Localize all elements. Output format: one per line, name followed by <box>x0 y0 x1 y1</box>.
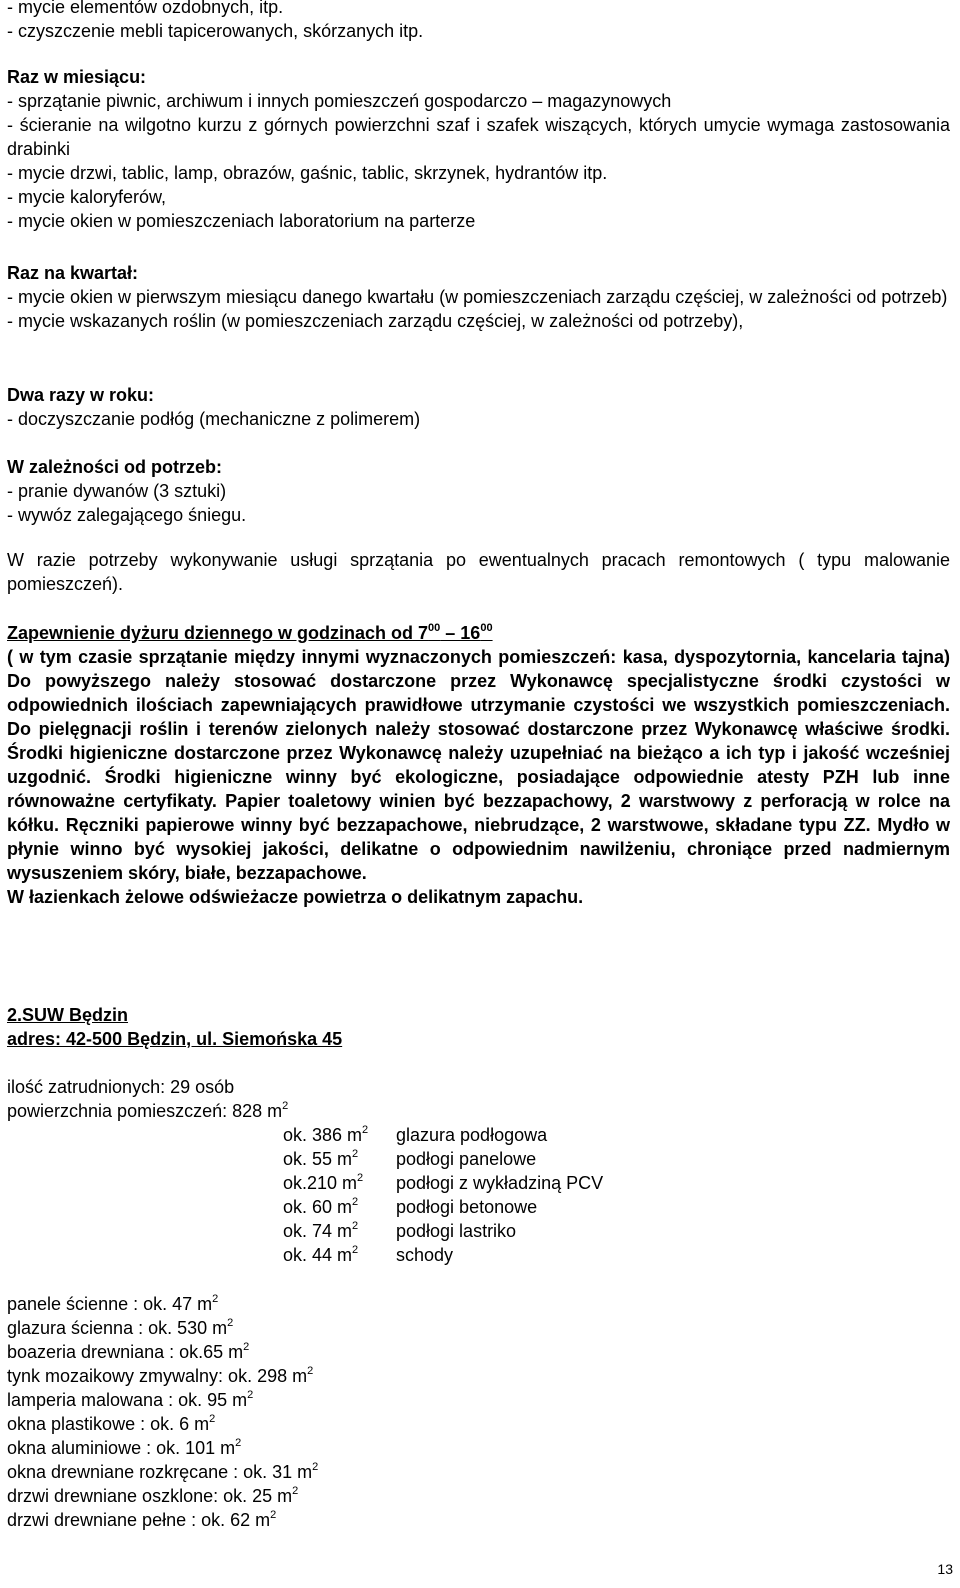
item-text: okna aluminiowe : ok. 101 m <box>7 1438 236 1458</box>
hour-superscript: 00 <box>480 622 493 634</box>
item-text: boazeria drewniana : ok.65 m <box>7 1342 244 1362</box>
list-item: - pranie dywanów (3 sztuki) <box>7 481 227 501</box>
duty-section <box>7 621 950 909</box>
list-item: - mycie okien w pomieszczeniach laboratorium na parterze <box>7 211 476 231</box>
unit-superscript: 2 <box>227 1317 234 1329</box>
unit-superscript: 2 <box>307 1365 314 1377</box>
list-item <box>7 1508 950 1532</box>
duty-last-line: W łazienkach żelowe odświeżacze powietrza o delikatnym zapachu. <box>7 887 584 907</box>
table-row <box>283 1147 683 1171</box>
hour-superscript: 00 <box>428 622 441 634</box>
list-item: - ścieranie na wilgotno kurzu z górnych powierzchni szaf i szafek wiszących, których umycie wymaga zastosowania drabinki <box>7 115 950 159</box>
site-title: 2.SUW Będzin <box>7 1005 129 1025</box>
unit-superscript: 2 <box>352 1244 359 1256</box>
site-address: adres: 42-500 Będzin, ul. Siemońska 45 <box>7 1029 343 1049</box>
wall-window-list <box>7 1292 950 1532</box>
floor-type: glazura podłogowa <box>396 1125 548 1145</box>
item-text: okna plastikowe : ok. 6 m <box>7 1414 210 1434</box>
floor-amount <box>283 1147 396 1171</box>
floor-type: podłogi z wykładziną PCV <box>396 1173 604 1193</box>
table-row <box>283 1243 683 1267</box>
item-text: drzwi drewniane pełne : ok. 62 m <box>7 1510 271 1530</box>
section-heading: Raz na kwartał: <box>7 263 139 283</box>
unit-superscript: 2 <box>209 1413 216 1425</box>
unit-superscript: 2 <box>352 1148 359 1160</box>
list-item <box>7 1388 950 1412</box>
floor-type: podłogi panelowe <box>396 1149 537 1169</box>
floor-amount <box>283 1243 396 1267</box>
list-item: - mycie elementów ozdobnych, itp. <box>7 0 284 17</box>
employees-count: ilość zatrudnionych: 29 osób <box>7 1077 235 1097</box>
floor-value: ok. 44 m <box>283 1245 353 1265</box>
unit-superscript: 2 <box>312 1461 319 1473</box>
list-item: - sprzątanie piwnic, archiwum i innych pomieszczeń gospodarczo – magazynowych <box>7 91 672 111</box>
list-item <box>7 1364 950 1388</box>
floor-type: podłogi lastriko <box>396 1221 517 1241</box>
area-label: powierzchnia pomieszczeń: 828 m <box>7 1101 283 1121</box>
duty-heading-text: Zapewnienie dyżuru dziennego w godzinach od 7 <box>7 623 429 643</box>
floor-amount <box>283 1219 396 1243</box>
list-item: - doczyszczanie podłóg (mechaniczne z polimerem) <box>7 409 421 429</box>
floor-type: schody <box>396 1245 454 1265</box>
list-item: - mycie kaloryferów, <box>7 187 167 207</box>
item-text: lamperia malowana : ok. 95 m <box>7 1390 248 1410</box>
floor-table <box>283 1123 683 1267</box>
list-item <box>7 1340 950 1364</box>
item-text: panele ścienne : ok. 47 m <box>7 1294 213 1314</box>
floor-value: ok. 55 m <box>283 1149 353 1169</box>
monthly-section <box>7 65 950 233</box>
duty-body: ( w tym czasie sprzątanie między innymi wyznaczonych pomieszczeń: kasa, dyspozytornia, kancelaria tajna) Do powyższego należy stosować dostarczone przez Wykonawcę specjalistyczne środki czystości w odpowiednich ilościach zapewniających prawidłowe utrzymanie czystości we wszystkich pomieszczeniach. Do pielęgnacji roślin i terenów zielonych należy stosować dostarczone przez Wykonawcę właściwe środki. Środki higieniczne dostarczone przez Wykonawcę należy uzupełniać na bieżąco a ich typ i jakość wcześniej uzgodnić. Środki higieniczne winny być ekologiczne, posiadające odpowiednie atesty PZH lub inne równoważne certyfikaty. Papier toaletowy winien być bezzapachowy, 2 warstwowy z perforacją w rolce na kółku. Ręczniki papierowe winny być bezzapachowe, niebrudzące, 2 warstwowe, składane typu ZZ. Mydło w płynie winno być wysokiej jakości, delikatne o odpowiednim nawilżeniu, chroniące przed nadmiernym wysuszeniem skóry, białe, bezzapachowe. <box>7 647 950 883</box>
item-text: drzwi drewniane oszklone: ok. 25 m <box>7 1486 293 1506</box>
page-number: 13 <box>937 1561 953 1577</box>
paragraph-text: W razie potrzeby wykonywanie usługi sprzątania po ewentualnych pracach remontowych ( typu malowanie pomieszczeń). <box>7 550 950 594</box>
top-list <box>7 0 950 43</box>
floor-type: podłogi betonowe <box>396 1197 538 1217</box>
table-row <box>283 1171 683 1195</box>
list-item <box>7 1316 950 1340</box>
list-item <box>7 1484 950 1508</box>
section-heading: W zależności od potrzeb: <box>7 457 223 477</box>
item-text: glazura ścienna : ok. 530 m <box>7 1318 228 1338</box>
unit-superscript: 2 <box>212 1293 219 1305</box>
section-heading: Raz w miesiącu: <box>7 67 147 87</box>
list-item: - mycie wskazanych roślin (w pomieszczeniach zarządu częściej, w zależności od potrzeby), <box>7 311 744 331</box>
unit-superscript: 2 <box>362 1124 369 1136</box>
quarterly-section <box>7 261 950 333</box>
floor-amount <box>283 1123 396 1147</box>
site-stats <box>7 1075 950 1123</box>
twice-yearly-section <box>7 383 950 431</box>
table-row <box>283 1195 683 1219</box>
unit-superscript: 2 <box>357 1172 364 1184</box>
duty-heading <box>7 621 950 645</box>
list-item: - czyszczenie mebli tapicerowanych, skórzanych itp. <box>7 21 424 41</box>
list-item <box>7 1412 950 1436</box>
unit-superscript: 2 <box>352 1196 359 1208</box>
floor-value: ok. 386 m <box>283 1125 363 1145</box>
list-item: - wywóz zalegającego śniegu. <box>7 505 247 525</box>
list-item: - mycie okien w pierwszym miesiącu danego kwartału (w pomieszczeniach zarządu częściej, w zależności od potrzeb) <box>7 287 948 307</box>
unit-superscript: 2 <box>282 1100 289 1112</box>
unit-superscript: 2 <box>247 1389 254 1401</box>
floor-amount <box>283 1195 396 1219</box>
unit-superscript: 2 <box>352 1220 359 1232</box>
floor-value: ok. 60 m <box>283 1197 353 1217</box>
floor-value: ok.210 m <box>283 1173 358 1193</box>
table-row <box>283 1219 683 1243</box>
item-text: tynk mozaikowy zmywalny: ok. 298 m <box>7 1366 308 1386</box>
site-header <box>7 1003 950 1051</box>
renovation-paragraph <box>7 548 950 596</box>
list-item <box>7 1436 950 1460</box>
duty-heading-dash: – 16 <box>440 623 481 643</box>
floor-value: ok. 74 m <box>283 1221 353 1241</box>
as-needed-section <box>7 455 950 527</box>
list-item: - mycie drzwi, tablic, lamp, obrazów, gaśnic, tablic, skrzynek, hydrantów itp. <box>7 163 608 183</box>
floor-amount <box>283 1171 396 1195</box>
unit-superscript: 2 <box>292 1485 299 1497</box>
item-text: okna drewniane rozkręcane : ok. 31 m <box>7 1462 313 1482</box>
section-heading: Dwa razy w roku: <box>7 385 155 405</box>
table-row <box>283 1123 683 1147</box>
unit-superscript: 2 <box>235 1437 242 1449</box>
list-item <box>7 1292 950 1316</box>
unit-superscript: 2 <box>243 1341 250 1353</box>
list-item <box>7 1460 950 1484</box>
area-total <box>7 1099 950 1123</box>
unit-superscript: 2 <box>270 1509 277 1521</box>
